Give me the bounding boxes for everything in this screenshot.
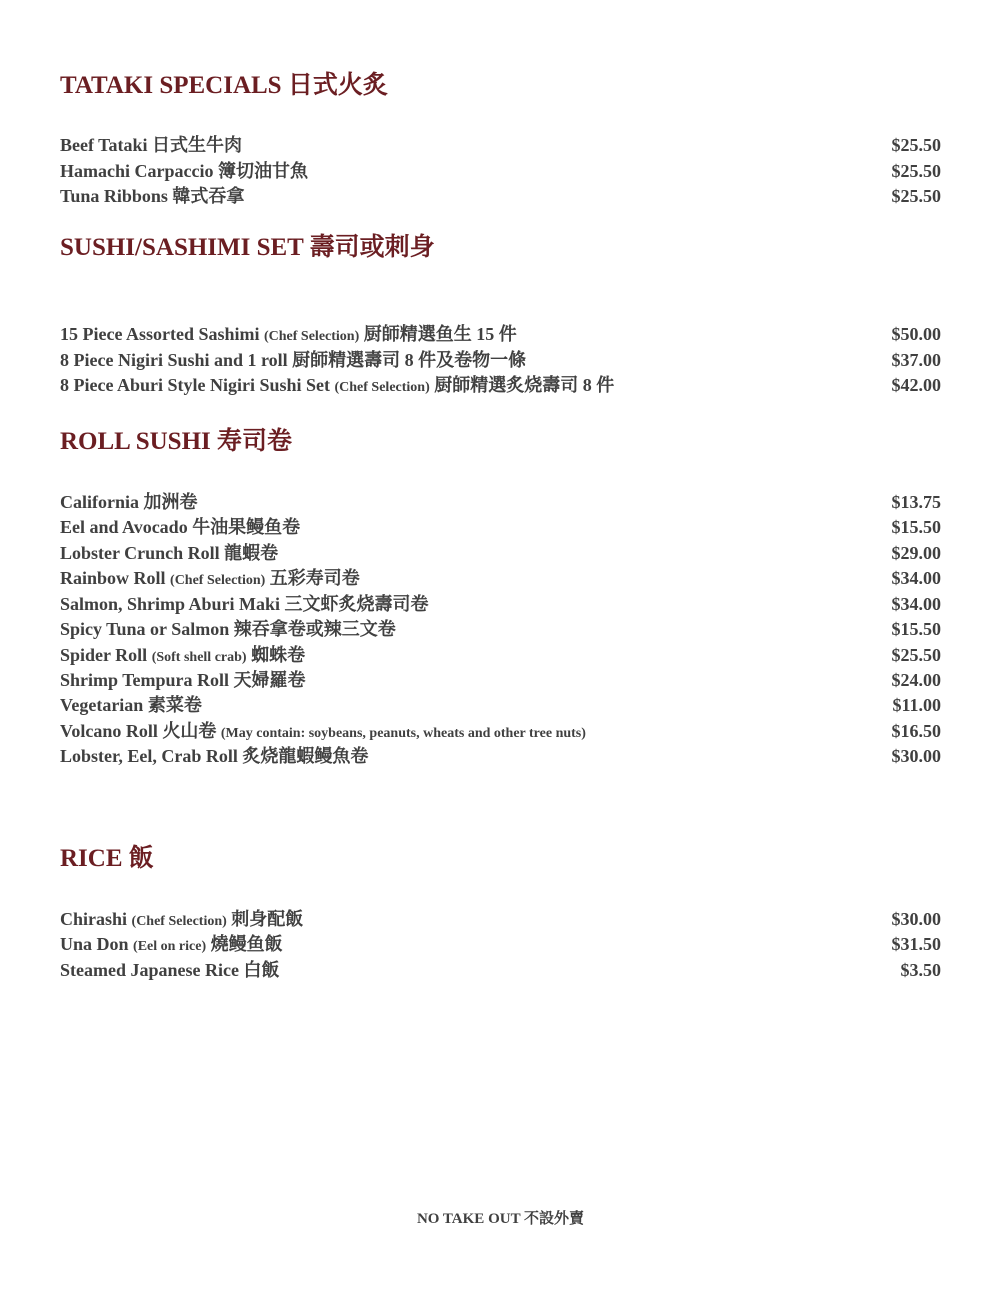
item-price: $42.00: [891, 375, 941, 395]
item-price: $13.75: [891, 492, 941, 512]
menu-item-tuna-ribbons: [60, 184, 941, 209]
item-description: [60, 373, 614, 400]
item-name: Vegetarian 素菜卷: [60, 695, 202, 715]
item-name: Salmon, Shrimp Aburi Maki 三文虾炙烧壽司卷: [60, 594, 429, 614]
section-title-tataki-specials: TATAKI SPECIALS 日式火炙: [60, 72, 388, 99]
menu-item-spider-roll: [60, 643, 941, 668]
item-name: Shrimp Tempura Roll 天婦羅卷: [60, 670, 306, 690]
item-description: [60, 348, 526, 373]
item-price: $37.00: [891, 350, 941, 370]
menu-page: [60, 0, 941, 1294]
menu-item-rainbow-roll: [60, 566, 941, 591]
item-description: [60, 693, 202, 718]
section-title-rice: RICE 飯: [60, 845, 154, 872]
menu-item-lobster-eel-crab-roll: [60, 744, 941, 769]
item-name: Steamed Japanese Rice 白飯: [60, 960, 280, 980]
item-price: $29.00: [891, 543, 941, 563]
item-name: 8 Piece Aburi Style Nigiri Sushi Set: [60, 375, 330, 395]
item-chinese-name: 刺身配飯: [231, 909, 304, 929]
item-description: [60, 907, 303, 934]
item-description: [60, 719, 586, 746]
item-name: Tuna Ribbons 韓式吞拿: [60, 186, 245, 206]
item-price: $25.50: [891, 161, 941, 181]
section-title-sushi-sashimi-set: SUSHI/SASHIMI SET 壽司或刺身: [60, 234, 435, 261]
item-price: $25.50: [891, 186, 941, 206]
menu-item-steamed-rice: [60, 958, 941, 983]
item-description: [60, 668, 306, 693]
item-name: Spider Roll: [60, 645, 148, 665]
item-description: [60, 932, 283, 959]
item-price: $3.50: [900, 960, 941, 980]
item-price: $15.50: [891, 619, 941, 639]
item-note: (Eel on rice): [133, 939, 207, 954]
item-name: California 加洲卷: [60, 492, 198, 512]
item-chinese-name: 五彩寿司卷: [269, 568, 360, 588]
item-description: [60, 322, 517, 349]
item-chinese-name: 厨師精選炙烧壽司 8 件: [434, 375, 615, 395]
menu-item-hamachi-carpaccio: [60, 159, 941, 184]
item-price: $25.50: [891, 645, 941, 665]
menu-item-salmon-shrimp-aburi-maki: [60, 592, 941, 617]
menu-item-california: [60, 490, 941, 515]
item-price: $25.50: [891, 135, 941, 155]
item-note: (Soft shell crab): [151, 650, 247, 665]
item-name: Volcano Roll 火山卷: [60, 721, 217, 741]
item-name: Lobster Crunch Roll 龍蝦卷: [60, 543, 279, 563]
item-name: Eel and Avocado 牛油果鳗鱼卷: [60, 517, 301, 537]
item-description: [60, 566, 360, 593]
item-description: [60, 184, 244, 209]
item-price: $50.00: [891, 324, 941, 344]
menu-item-una-don: [60, 932, 941, 957]
item-chinese-name: 厨師精選鱼生 15 件: [363, 324, 517, 344]
item-price: $16.50: [891, 721, 941, 741]
menu-item-volcano-roll: [60, 719, 941, 744]
menu-item-eel-avocado: [60, 515, 941, 540]
item-description: [60, 643, 305, 670]
item-note: (Chef Selection): [334, 380, 430, 395]
item-note: (May contain: soybeans, peanuts, wheats and other tree nuts): [220, 726, 586, 741]
menu-item-vegetarian: [60, 693, 941, 718]
item-price: $30.00: [891, 746, 941, 766]
menu-item-shrimp-tempura-roll: [60, 668, 941, 693]
item-price: $30.00: [891, 909, 941, 929]
item-price: $11.00: [892, 695, 941, 715]
item-price: $31.50: [891, 934, 941, 954]
menu-item-beef-tataki: [60, 133, 941, 158]
item-price: $34.00: [891, 594, 941, 614]
item-name: 15 Piece Assorted Sashimi: [60, 324, 260, 344]
item-name: Rainbow Roll: [60, 568, 166, 588]
item-description: [60, 744, 368, 769]
menu-item-chirashi: [60, 907, 941, 932]
item-name: Chirashi: [60, 909, 128, 929]
section-title-roll-sushi: ROLL SUSHI 寿司卷: [60, 428, 293, 455]
no-takeout-notice: NO TAKE OUT 不設外賣: [416, 1211, 585, 1227]
item-name: Beef Tataki 日式生牛肉: [60, 135, 243, 155]
item-name: Una Don: [60, 934, 129, 954]
menu-item-spicy-tuna-salmon: [60, 617, 941, 642]
item-price: $34.00: [891, 568, 941, 588]
menu-item-aburi-nigiri-set: [60, 373, 941, 398]
menu-item-assorted-sashimi: [60, 322, 941, 347]
item-description: [60, 617, 396, 642]
item-description: [60, 159, 308, 184]
item-description: [60, 515, 300, 540]
item-name: Hamachi Carpaccio 簿切油甘魚: [60, 161, 308, 181]
item-chinese-name: 燒鳗鱼飯: [210, 934, 283, 954]
item-description: [60, 541, 278, 566]
item-note: (Chef Selection): [131, 914, 227, 929]
item-description: [60, 490, 198, 515]
item-name: Lobster, Eel, Crab Roll 炙烧龍蝦鳗魚卷: [60, 746, 369, 766]
item-chinese-name: 蜘蛛卷: [251, 645, 306, 665]
item-price: $24.00: [891, 670, 941, 690]
item-note: (Chef Selection): [264, 329, 360, 344]
item-price: $15.50: [891, 517, 941, 537]
item-description: [60, 592, 429, 617]
item-description: [60, 958, 279, 983]
menu-item-nigiri-sushi-roll: [60, 348, 941, 373]
item-name: Spicy Tuna or Salmon 辣吞拿卷或辣三文卷: [60, 619, 396, 639]
item-name: 8 Piece Nigiri Sushi and 1 roll 厨師精選壽司 8 件及卷物一條: [60, 350, 527, 370]
menu-item-lobster-crunch-roll: [60, 541, 941, 566]
item-note: (Chef Selection): [170, 573, 266, 588]
item-description: [60, 133, 242, 158]
